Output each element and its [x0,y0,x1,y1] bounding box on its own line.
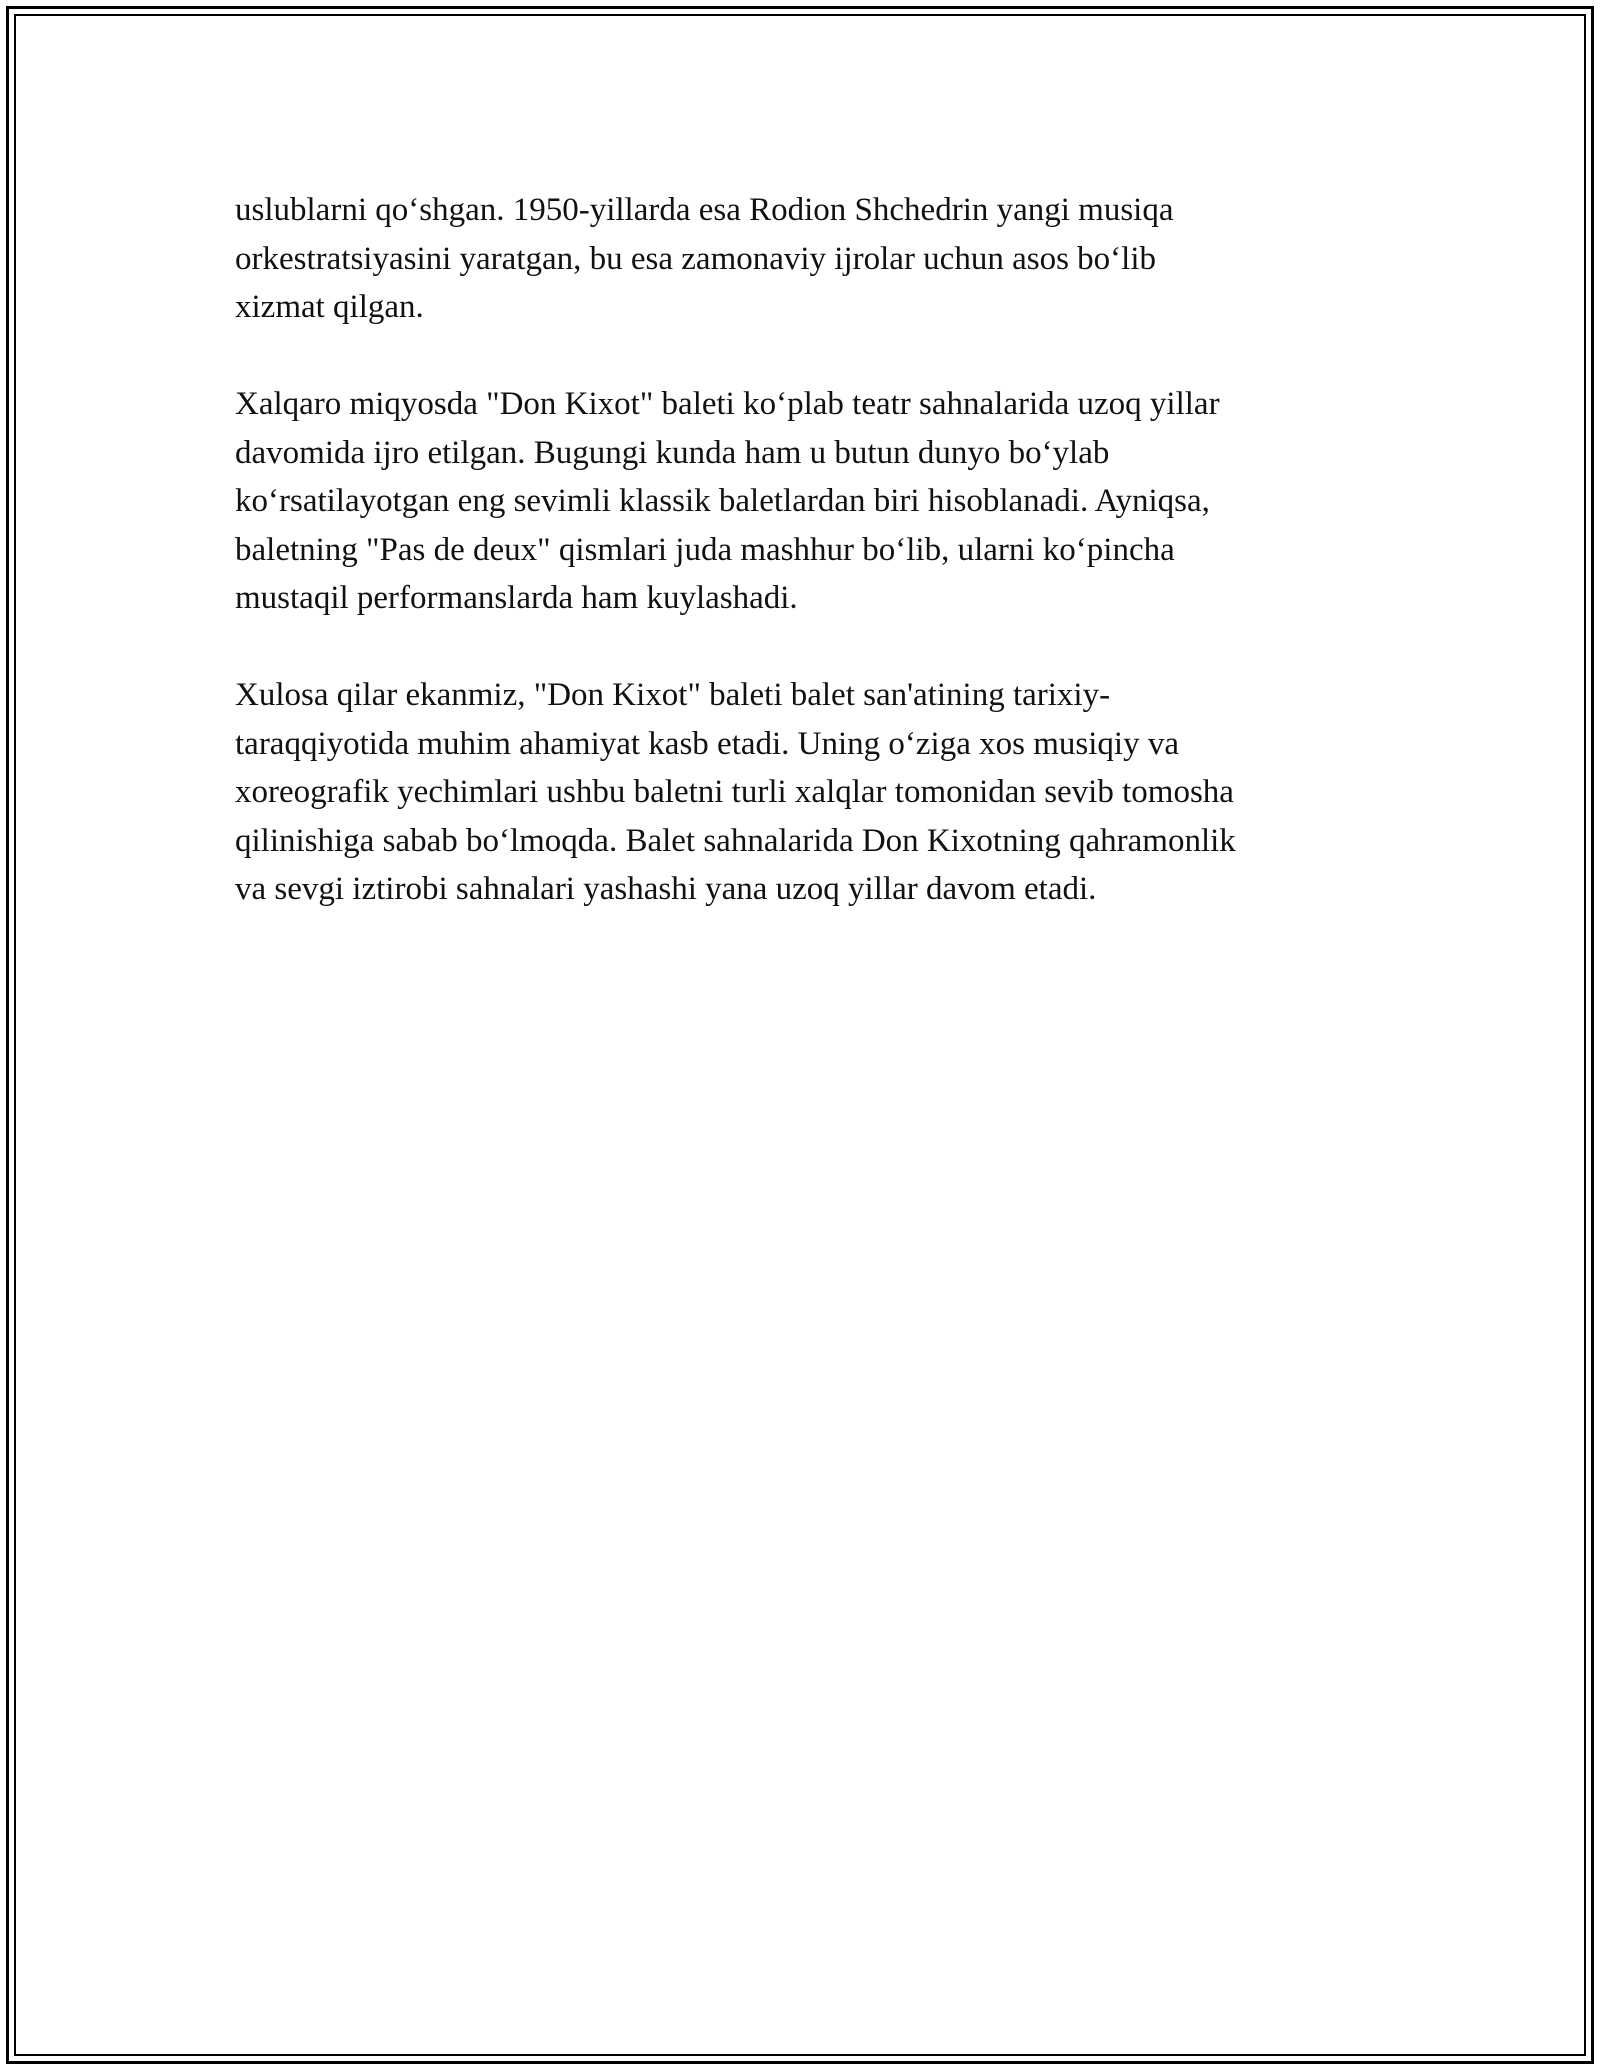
document-body [235,186,1385,962]
text-line: xizmat qilgan. [235,289,424,325]
text-line: Xalqaro miqyosda "Don Kixot" baleti ko‘plab teatr sahnalarida uzoq yillar [235,386,1220,422]
text-line: baletning "Pas de deux" qismlari juda mashhur bo‘lib, ularni ko‘pincha [235,531,1175,568]
text-line: qilinishiga sabab bo‘lmoqda. Balet sahnalarida Don Kixotning qahramonlik [235,822,1236,859]
text-line: uslublarni qo‘shgan. 1950-yillarda esa Rodion Shchedrin yangi musiqa [235,192,1174,228]
text-line: xoreografik yechimlari ushbu baletni turli xalqlar tomonidan sevib tomosha [235,774,1234,810]
text-line: va sevgi iztirobi sahnalari yashashi yana uzoq yillar davom etadi. [235,871,1097,907]
text-line: mustaqil performanslarda ham kuylashadi. [235,580,798,616]
paragraph-2 [235,380,1385,623]
text-line: Xulosa qilar ekanmiz, "Don Kixot" baleti balet san'atining tarixiy- [235,677,1111,713]
text-line: orkestratsiyasini yaratgan, bu esa zamonaviy ijrolar uchun asos bo‘lib [235,240,1156,277]
text-line: ko‘rsatilayotgan eng sevimli klassik baletlardan biri hisoblanadi. Ayniqsa, [235,483,1210,519]
paragraph-3 [235,671,1385,914]
text-line: taraqqiyotida muhim ahamiyat kasb etadi. Uning o‘ziga xos musiqiy va [235,725,1179,762]
paragraph-1 [235,186,1385,332]
text-line: davomida ijro etilgan. Bugungi kunda ham u butun dunyo bo‘ylab [235,434,1110,471]
